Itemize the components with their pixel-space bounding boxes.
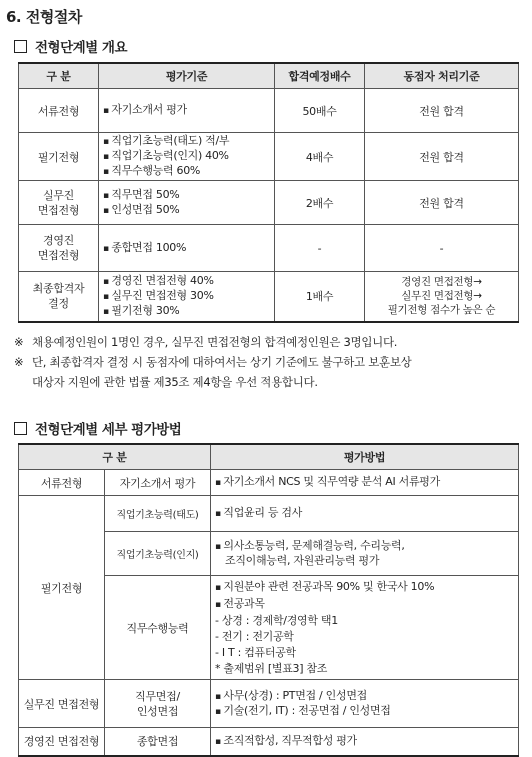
overview-table — [18, 62, 519, 323]
overview-heading — [14, 36, 127, 56]
method-cell: ▪ 사무(상경) : PT면접 / 인성면접 ▪ 기술(전기, IT) : 전공면접 / 인성면접 — [211, 680, 519, 728]
stage-cell: 필기전형 — [19, 496, 105, 680]
table-row — [19, 89, 519, 133]
table-row — [19, 272, 519, 322]
overview-title: 전형단계별 개요 — [35, 40, 127, 56]
criteria-cell: ▪ 경영진 면접전형 40% ▪ 실무진 면접전형 30% ▪ 필기전형 30% — [99, 272, 275, 322]
multiple-cell: - — [275, 225, 365, 272]
header-method: 평가방법 — [211, 444, 519, 470]
tie-cell: 전원 합격 — [365, 89, 519, 133]
multiple-cell: 1배수 — [275, 272, 365, 322]
sub-cell: 종합면접 — [105, 728, 211, 756]
header-stage: 구 분 — [19, 444, 211, 470]
detail-heading — [14, 418, 181, 438]
header-multiple: 합격예정배수 — [275, 63, 365, 89]
header-criteria: 평가기준 — [99, 63, 275, 89]
note-line: ※ 단, 최종합격자 결정 시 동점자에 대하여서는 상기 기준에도 불구하고 보훈보상 — [14, 355, 412, 369]
sub-cell: 직무면접/ 인성면접 — [105, 680, 211, 728]
checkbox-square-icon — [14, 40, 27, 53]
stage-cell: 실무진 면접전형 — [19, 680, 105, 728]
notes — [14, 332, 411, 392]
note-line: 대상자 지원에 관한 법률 제35조 제4항을 우선 적용합니다. — [32, 375, 318, 389]
table-row — [19, 470, 519, 496]
stage-cell: 필기전형 — [19, 133, 99, 181]
method-cell: ▪ 조직적합성, 직무적합성 평가 — [211, 728, 519, 756]
stage-cell: 최종합격자 결정 — [19, 272, 99, 322]
note-line: ※ 채용예정인원이 1명인 경우, 실무진 면접전형의 합격예정인원은 3명입니다. — [14, 335, 398, 349]
table-row — [19, 496, 519, 532]
multiple-cell: 2배수 — [275, 181, 365, 225]
multiple-cell: 4배수 — [275, 133, 365, 181]
tie-cell: 전원 합격 — [365, 181, 519, 225]
sub-cell: 직무수행능력 — [105, 576, 211, 680]
method-cell: ▪ 자기소개서 NCS 및 직무역량 분석 AI 서류평가 — [211, 470, 519, 496]
multiple-cell: 50배수 — [275, 89, 365, 133]
header-stage: 구 분 — [19, 63, 99, 89]
checkbox-square-icon — [14, 422, 27, 435]
sub-cell: 직업기초능력(인지) — [105, 532, 211, 576]
stage-cell: 서류전형 — [19, 470, 105, 496]
tie-cell: - — [365, 225, 519, 272]
detail-table — [18, 443, 519, 757]
table-row — [19, 225, 519, 272]
stage-cell: 경영진 면접전형 — [19, 225, 99, 272]
method-cell: ▪ 의사소통능력, 문제해결능력, 수리능력, 조직이해능력, 자원관리능력 평가 — [211, 532, 519, 576]
criteria-cell: ▪ 자기소개서 평가 — [99, 89, 275, 133]
stage-cell: 서류전형 — [19, 89, 99, 133]
table-row — [19, 181, 519, 225]
table-row — [19, 680, 519, 728]
sub-cell: 자기소개서 평가 — [105, 470, 211, 496]
tie-cell: 경영진 면접전형→ 실무진 면접전형→ 필기전형 점수가 높은 순 — [365, 272, 519, 322]
section-title: 6. 전형절차 — [6, 8, 82, 26]
table-row — [19, 133, 519, 181]
criteria-cell: ▪ 직무면접 50% ▪ 인성면접 50% — [99, 181, 275, 225]
header-tie: 동점자 처리기준 — [365, 63, 519, 89]
sub-cell: 직업기초능력(태도) — [105, 496, 211, 532]
tie-cell: 전원 합격 — [365, 133, 519, 181]
detail-title: 전형단계별 세부 평가방법 — [35, 422, 182, 438]
stage-cell: 경영진 면접전형 — [19, 728, 105, 756]
method-cell: ▪ 지원분야 관련 전공과목 90% 및 한국사 10% ▪ 전공과목 - 상경 : 경제학/경영학 택1 - 전기 : 전기공학 - I T : 컴퓨터공학 * 출제범위 [별표3] 참조 — [211, 576, 519, 680]
method-cell: ▪ 직업윤리 등 검사 — [211, 496, 519, 532]
stage-cell: 실무진 면접전형 — [19, 181, 99, 225]
criteria-cell: ▪ 직업기초능력(태도) 적/부 ▪ 직업기초능력(인지) 40% ▪ 직무수행능력 60% — [99, 133, 275, 181]
criteria-cell: ▪ 종합면접 100% — [99, 225, 275, 272]
